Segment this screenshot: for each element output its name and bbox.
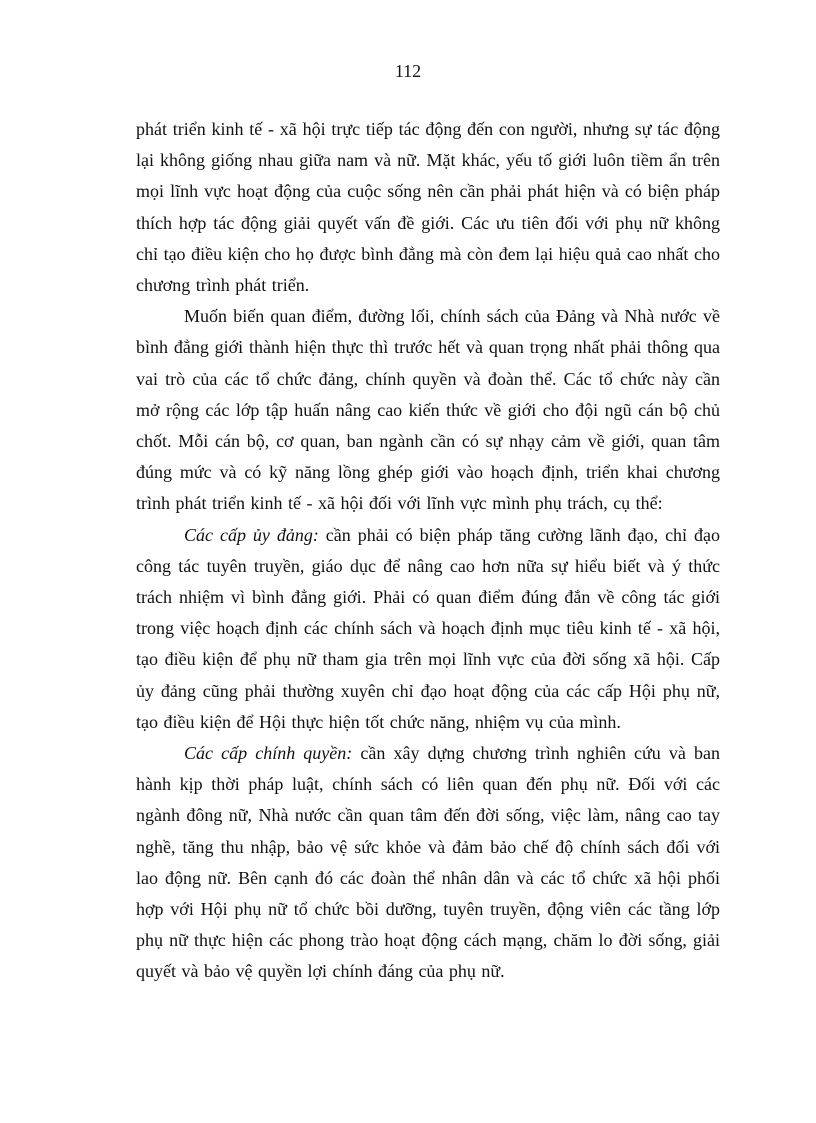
paragraph-party-policy: Muốn biến quan điểm, đường lối, chính sách của Đảng và Nhà nước về bình đẳng giới thành hiện thực thì trước hết và quan trọng nhất phải thông qua vai trò của các tổ chức đảng, chính quyền và đoàn thể. Các tổ chức này cần mở rộng các lớp tập huấn nâng cao kiến thức về giới cho đội ngũ cán bộ chủ chốt. Mỗi cán bộ, cơ quan, ban ngành cần có sự nhạy cảm về giới, quan tâm đúng mức và có kỹ năng lồng ghép giới vào hoạch định, triển khai chương trình phát triển kinh tế - xã hội đối với lĩnh vực mình phụ trách, cụ thể: bbox=[136, 306, 720, 514]
paragraph-party-committees bbox=[136, 520, 720, 738]
paragraph-lead-party-committees: Các cấp ủy đảng: bbox=[184, 524, 319, 545]
paragraph-government bbox=[136, 738, 720, 988]
body-text bbox=[136, 114, 720, 988]
paragraph-lead-government: Các cấp chính quyền: bbox=[184, 743, 353, 764]
page-number: 112 bbox=[394, 61, 422, 81]
paragraph-body-party-committees: cần phải có biện pháp tăng cường lãnh đạo, chỉ đạo công tác tuyên truyền, giáo dục để nâng cao hơn nữa sự hiểu biết và ý thức trách nhiệm vì bình đẳng giới. Phải có quan điểm đúng đắn về công tác giới trong việc hoạch định các chính sách và hoạch định mục tiêu kinh tế - xã hội, tạo điều kiện để phụ nữ tham gia trên mọi lĩnh vực của đời sống xã hội. Cấp ủy đảng cũng phải thường xuyên chỉ đạo hoạt động của các cấp Hội phụ nữ, tạo điều kiện để Hội thực hiện tốt chức năng, nhiệm vụ của mình. bbox=[136, 524, 721, 732]
paragraph-continuation: phát triển kinh tế - xã hội trực tiếp tác động đến con người, nhưng sự tác động lại không giống nhau giữa nam và nữ. Mặt khác, yếu tố giới luôn tiềm ẩn trên mọi lĩnh vực hoạt động của cuộc sống nên cần phải phát hiện và có biện pháp thích hợp tác động giải quyết vấn đề giới. Các ưu tiên đối với phụ nữ không chỉ tạo điều kiện cho họ được bình đẳng mà còn đem lại hiệu quả cao nhất cho chương trình phát triển. bbox=[136, 119, 720, 296]
paragraph-body-government: cần xây dựng chương trình nghiên cứu và ban hành kịp thời pháp luật, chính sách có liên quan đến phụ nữ. Đối với các ngành đông nữ, Nhà nước cần quan tâm đến đời sống, việc làm, nâng cao tay nghề, tăng thu nhập, bảo vệ sức khỏe và đảm bảo chế độ chính sách đối với lao động nữ. Bên cạnh đó các đoàn thể nhân dân và các tổ chức xã hội phối hợp với Hội phụ nữ tổ chức bồi dưỡng, tuyên truyền, động viên các tầng lớp phụ nữ thực hiện các phong trào hoạt động cách mạng, chăm lo đời sống, giải quyết và bảo vệ quyền lợi chính đáng của phụ nữ. bbox=[136, 743, 721, 982]
